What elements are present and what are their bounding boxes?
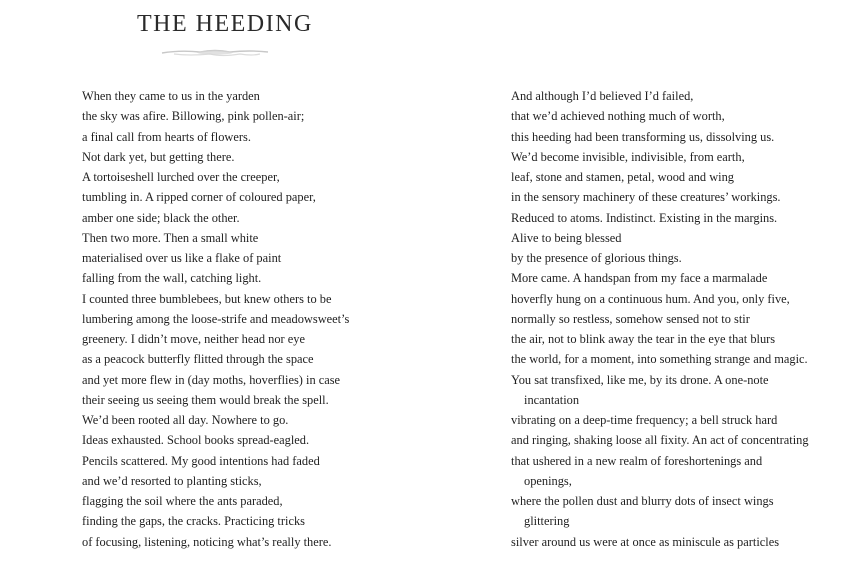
poem-line: flagging the soil where the ants paraded, [82,494,283,508]
poem-line: leaf, stone and stamen, petal, wood and wing [511,170,734,184]
poem-line: of focusing, listening, noticing what’s really there. [82,534,332,549]
title-ornament [160,46,270,58]
poem-line: a final call from hearts of flowers. [82,129,251,144]
poem-line: that ushered in a new realm of foreshortenings and [511,453,763,468]
poem-line: finding the gaps, the cracks. Practicing tricks [82,514,305,529]
poem-line: More came. A handspan from my face a marmalade [511,271,768,286]
poem-line: tumbling in. A ripped corner of coloured paper, [82,190,316,205]
poem-line: as a peacock butterfly flitted through the space [82,352,314,367]
poem-line-continuation: incantation [524,392,580,407]
poem-line: greenery. I didn’t move, neither head nor eye [82,332,305,346]
poem-line: and yet more flew in (day moths, hoverflies) in case [82,372,341,387]
poem-line-continuation: openings, [524,473,572,488]
poem-line: We’d become invisible, indivisible, from earth, [511,149,745,164]
poem-line: by the presence of glorious things. [511,251,682,265]
poem-line: And although I’d believed I’d failed, [511,89,694,103]
poem-line: vibrating on a deep-time frequency; a bell struck hard [511,413,778,427]
poem-line: the world, for a moment, into something strange and magic. [511,352,808,367]
poem-line: A tortoiseshell lurched over the creeper, [82,170,280,184]
poem-line: that we’d achieved nothing much of worth, [511,109,725,124]
poem-line: lumbering among the loose-strife and meadowsweet’s [82,311,350,326]
poem-line: falling from the wall, catching light. [82,271,262,286]
poem-line: silver around us were at once as miniscule as particles [511,534,780,549]
poem-line: amber one side; black the other. [82,210,240,225]
poem-line: the air, not to blink away the tear in the eye that blurs [511,332,776,346]
poem-line: the sky was afire. Billowing, pink pollen-air; [82,109,305,124]
poem-line: You sat transfixed, like me, by its drone. A one-note [511,372,769,387]
poem-line: Ideas exhausted. School books spread-eagled. [82,433,310,448]
poem-line: When they came to us in the yarden [82,89,260,103]
poem-line: normally so restless, somehow sensed not to stir [511,311,750,326]
poem-line: Not dark yet, but getting there. [82,149,235,164]
poem-line-continuation: glittering [524,514,570,529]
poem-line: and ringing, shaking loose all fixity. An act of concentrating [511,433,809,448]
poem-line: Then two more. Then a small white [82,230,259,245]
poem-line: and we’d resorted to planting sticks, [82,473,262,488]
poem-line: I counted three bumblebees, but knew others to be [82,291,332,306]
poem-line: this heeding had been transforming us, dissolving us. [511,129,775,144]
poem-line: where the pollen dust and blurry dots of insect wings [511,494,774,508]
poem-line: materialised over us like a flake of paint [82,251,282,265]
poem-line: in the sensory machinery of these creatures’ workings. [511,190,781,205]
poem-line: Pencils scattered. My good intentions had faded [82,453,320,468]
poem-line: their seeing us seeing them would break the spell. [82,392,329,407]
poem-line: We’d been rooted all day. Nowhere to go. [82,413,289,427]
poem-line: hoverfly hung on a continuous hum. And you, only five, [511,291,790,306]
poem-left-column [82,86,442,552]
poem-line: Reduced to atoms. Indistinct. Existing in the margins. [511,210,778,225]
poem-title: THE HEEDING [137,11,313,37]
poem-right-column [511,86,856,552]
poem-line: Alive to being blessed [511,230,622,245]
